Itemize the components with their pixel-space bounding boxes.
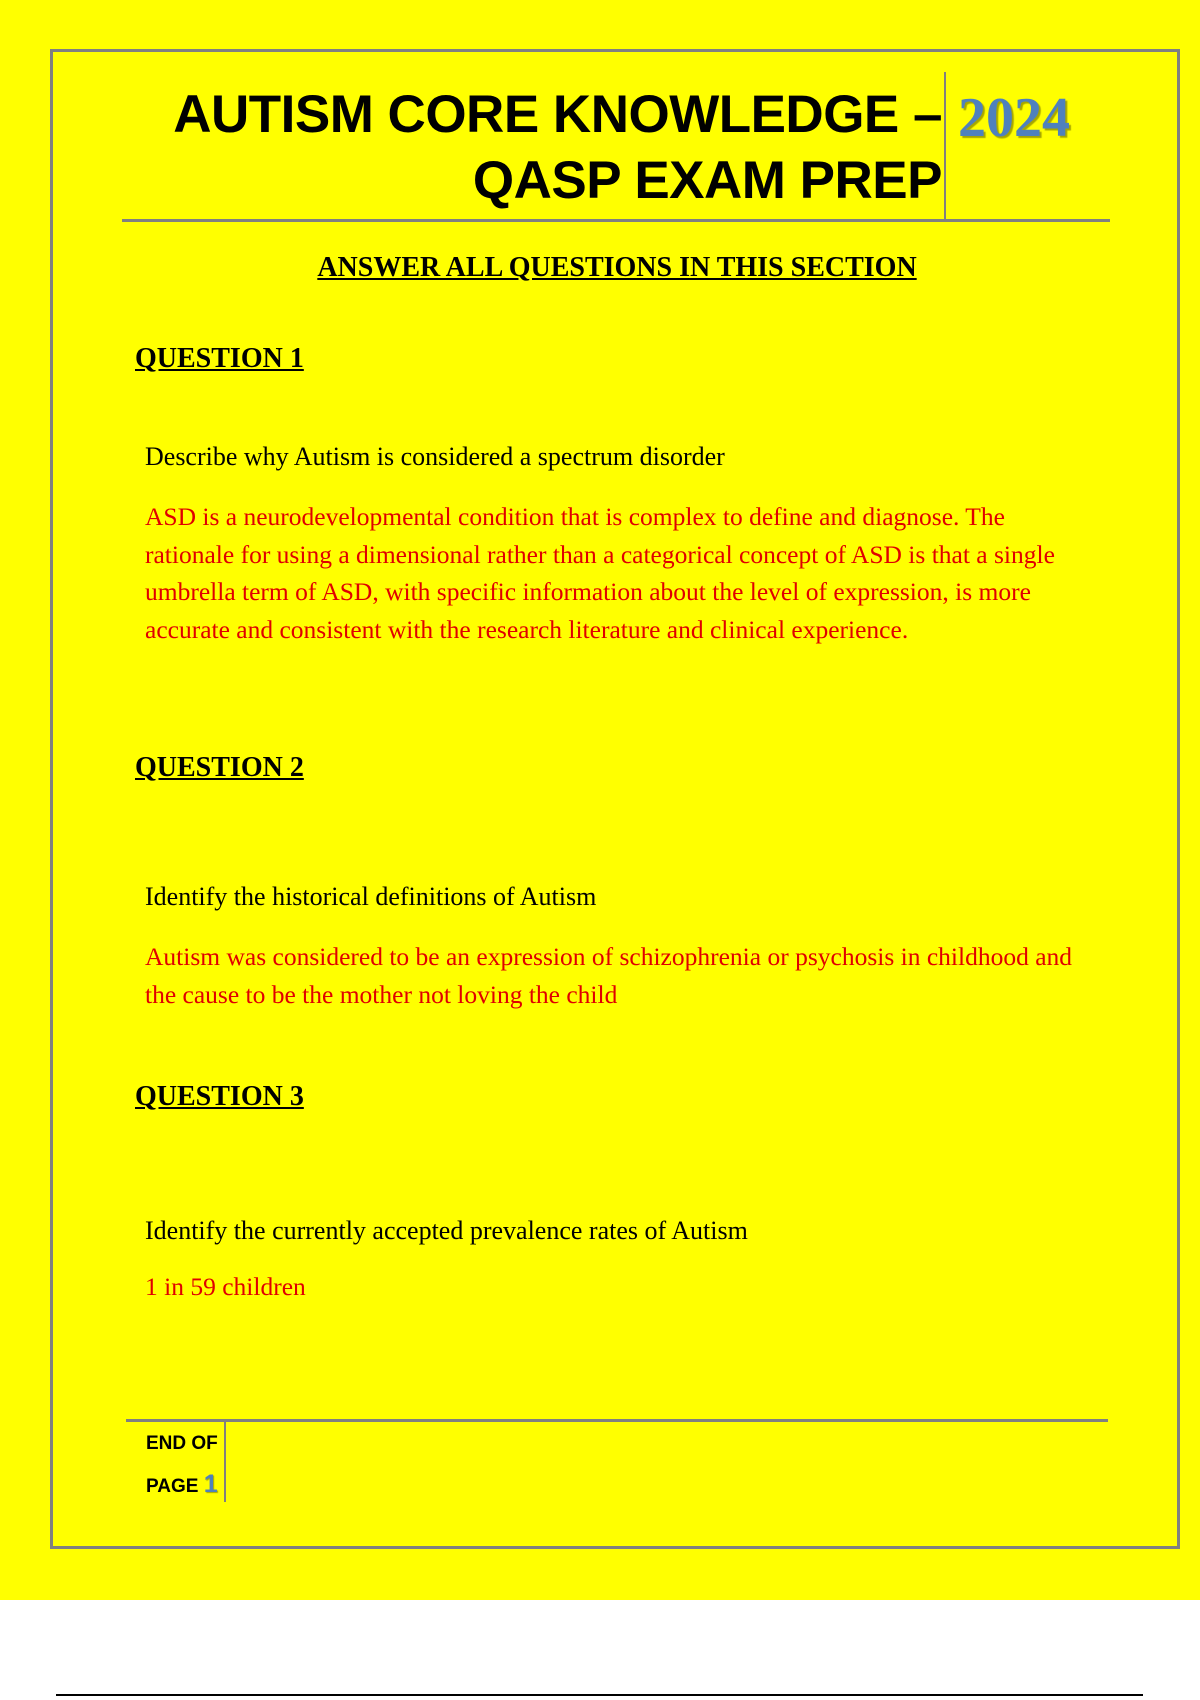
bottom-rule xyxy=(56,1694,1143,1696)
header-divider xyxy=(944,72,946,220)
page-number: 1 xyxy=(203,1470,218,1498)
question-2-text: Identify the historical definitions of Autism xyxy=(145,882,597,911)
question-3-answer: 1 in 59 children xyxy=(145,1272,306,1301)
question-3-text: Identify the currently accepted prevalence rates of Autism xyxy=(145,1216,748,1245)
footer-divider xyxy=(224,1422,226,1502)
question-2-answer: Autism was considered to be an expression of schizophrenia or psychosis in childhood and the cause to be the mother not loving the child xyxy=(145,942,1073,1009)
question-1-text: Describe why Autism is considered a spectrum disorder xyxy=(145,442,725,471)
title-line-1: AUTISM CORE KNOWLEDGE – xyxy=(173,85,942,144)
footer-page-word: PAGE xyxy=(146,1476,199,1497)
document-title xyxy=(173,82,942,214)
page-footer xyxy=(146,1424,218,1507)
question-1-answer: ASD is a neurodevelopmental condition that is complex to define and diagnose. The rationale for using a dimensional rather than a categorical concept of ASD is that a single umbrella term of ASD, with specific information about the level of expression, is more accurate and consistent with the research literature and clinical experience. xyxy=(145,502,1055,644)
question-3-heading: QUESTION 3 xyxy=(135,1081,304,1112)
footer-page-label xyxy=(146,1464,218,1507)
footer-rule xyxy=(126,1419,1108,1422)
document-header xyxy=(122,72,1110,222)
footer-end-of: END OF xyxy=(146,1433,218,1454)
question-2-heading: QUESTION 2 xyxy=(135,752,304,783)
year-label: 2024 xyxy=(958,87,1070,149)
question-1-heading: QUESTION 1 xyxy=(135,343,304,374)
section-instruction: ANSWER ALL QUESTIONS IN THIS SECTION xyxy=(317,252,917,283)
title-line-2: QASP EXAM PREP xyxy=(472,151,942,210)
